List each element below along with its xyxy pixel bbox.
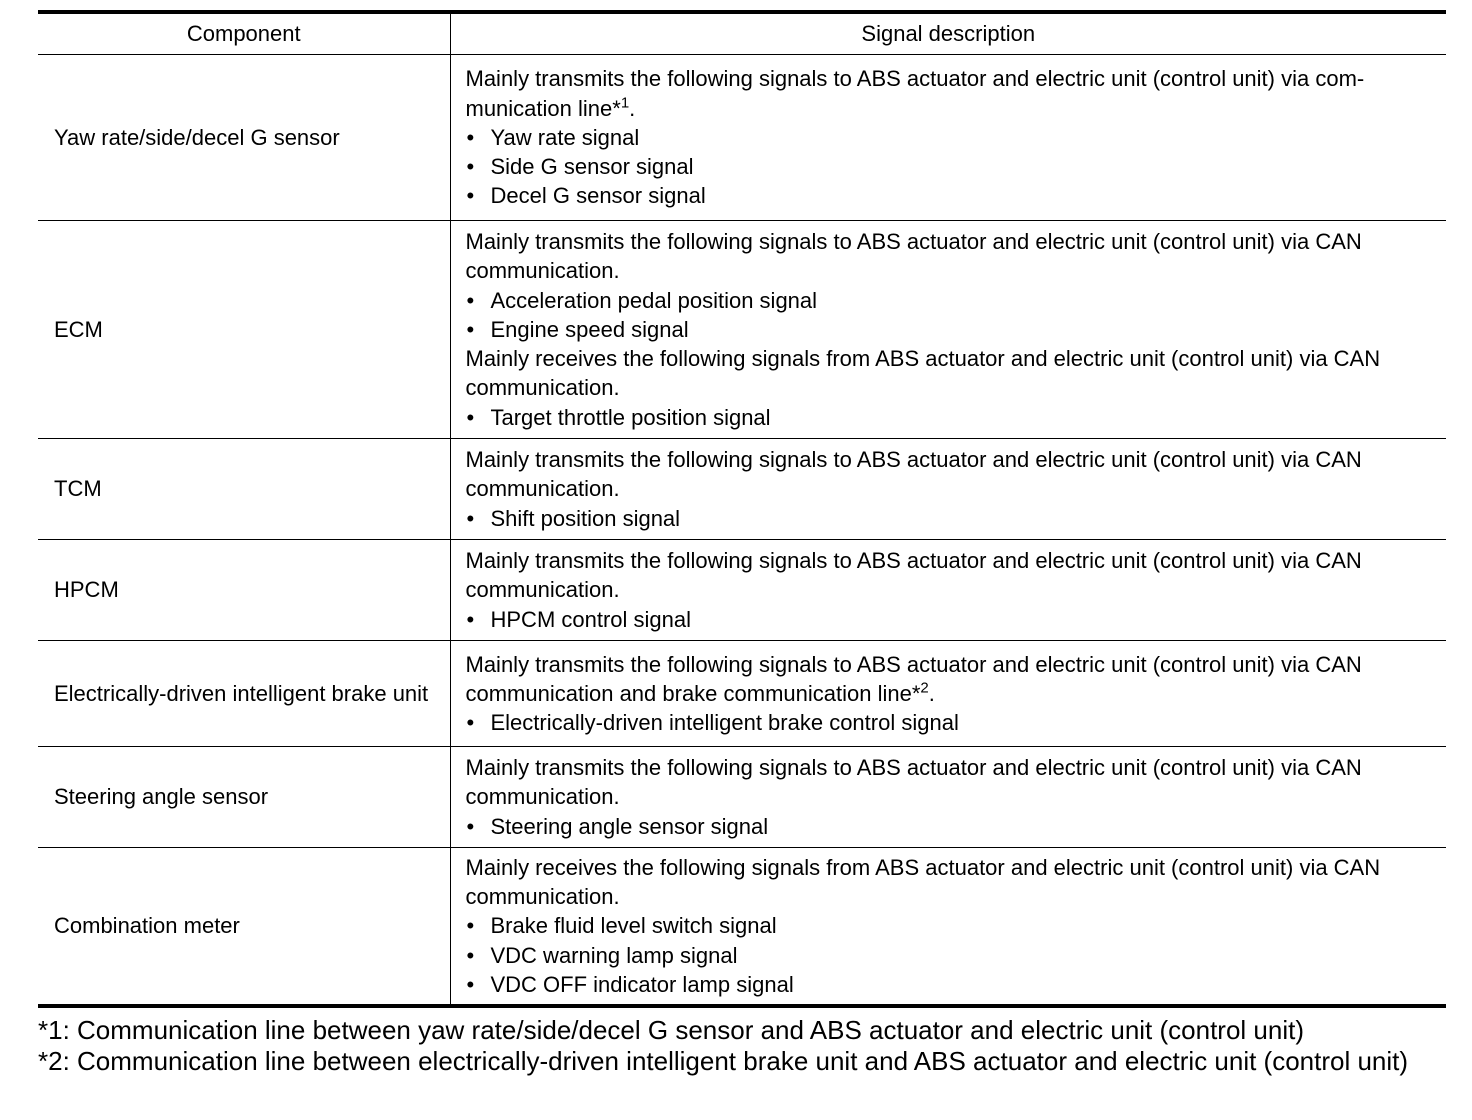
component-cell: Yaw rate/side/decel G sensor xyxy=(38,55,450,221)
description-sentence: Mainly transmits the following signals to ABS actuator and electric unit (control unit) via CAN communication. xyxy=(465,229,1362,284)
table-body xyxy=(38,55,1446,1007)
header-signal-description: Signal description xyxy=(450,12,1446,55)
component-cell: Steering angle sensor xyxy=(38,747,450,848)
signal-list xyxy=(466,403,1433,432)
signal-list-item: • Decel G sensor signal xyxy=(466,181,1433,210)
description-text xyxy=(466,445,1433,503)
footnote-marker: 2 xyxy=(920,679,929,697)
footnote-marker: 1 xyxy=(620,94,630,112)
component-cell: Electrically-driven intelligent brake unit xyxy=(38,641,450,747)
sentence-end: . xyxy=(629,95,636,121)
signal-description-cell xyxy=(450,747,1446,848)
signal-list-item: • Shift position signal xyxy=(466,504,1433,533)
description-sentence: Mainly receives the following signals from ABS actuator and electric unit (control unit) via CAN communication. xyxy=(465,346,1381,401)
document xyxy=(38,10,1446,1077)
signal-list-item: • Electrically-driven intelligent brake control signal xyxy=(466,708,1433,737)
signal-list-item: • VDC warning lamp signal xyxy=(466,941,1433,970)
description-sentence: Mainly transmits the following signals to ABS actuator and electric unit (control unit) via CAN communication. xyxy=(465,447,1362,502)
footnotes xyxy=(38,1015,1446,1077)
signal-list xyxy=(466,123,1433,211)
description-text xyxy=(466,227,1433,285)
description-text xyxy=(466,344,1433,402)
description-sentence: Mainly transmits the following signals to ABS actuator and electric unit (control unit) via com-munication line* xyxy=(465,66,1365,121)
header-component: Component xyxy=(38,12,450,55)
description-text xyxy=(466,64,1433,122)
table-header-row xyxy=(38,12,1446,55)
footnote: *1: Communication line between yaw rate/side/decel G sensor and ABS actuator and electric unit (control unit) xyxy=(38,1015,1305,1046)
signal-description-cell xyxy=(450,848,1446,1007)
table-row xyxy=(38,221,1446,439)
table-row xyxy=(38,439,1446,540)
component-cell: ECM xyxy=(38,221,450,439)
description-sentence: Mainly transmits the following signals to ABS actuator and electric unit (control unit) via CAN communication and brake communication line* xyxy=(465,651,1362,706)
signal-list xyxy=(466,504,1433,533)
table-row xyxy=(38,747,1446,848)
table-row xyxy=(38,540,1446,641)
component-cell: Combination meter xyxy=(38,848,450,1007)
signal-list xyxy=(466,812,1433,841)
signal-list-item: • Engine speed signal xyxy=(466,315,1433,344)
description-text xyxy=(466,650,1433,708)
description-sentence: Mainly transmits the following signals to ABS actuator and electric unit (control unit) via CAN communication. xyxy=(465,548,1362,603)
signal-list xyxy=(466,911,1433,999)
signal-list-item: • HPCM control signal xyxy=(466,605,1433,634)
signal-description-cell xyxy=(450,55,1446,221)
signal-list-item: • Brake fluid level switch signal xyxy=(466,911,1433,940)
table-row xyxy=(38,848,1446,1007)
description-text xyxy=(466,853,1433,911)
signal-table xyxy=(38,10,1446,1008)
signal-list xyxy=(466,605,1433,634)
sentence-end: . xyxy=(928,680,935,706)
signal-list-item: • Yaw rate signal xyxy=(466,123,1433,152)
component-cell: HPCM xyxy=(38,540,450,641)
signal-list-item: • Target throttle position signal xyxy=(466,403,1433,432)
table-row xyxy=(38,55,1446,221)
signal-description-cell xyxy=(450,641,1446,747)
table-row xyxy=(38,641,1446,747)
description-sentence: Mainly transmits the following signals to ABS actuator and electric unit (control unit) via CAN communication. xyxy=(465,755,1362,810)
signal-list-item: • VDC OFF indicator lamp signal xyxy=(466,970,1433,999)
description-sentence: Mainly receives the following signals from ABS actuator and electric unit (control unit) via CAN communication. xyxy=(465,855,1381,910)
description-text xyxy=(466,753,1433,811)
description-text xyxy=(466,546,1433,604)
footnote: *2: Communication line between electrically-driven intelligent brake unit and ABS actuator and electric unit (control unit) xyxy=(38,1046,1409,1077)
component-cell: TCM xyxy=(38,439,450,540)
signal-description-cell xyxy=(450,221,1446,439)
signal-description-cell xyxy=(450,439,1446,540)
signal-list xyxy=(466,286,1433,344)
signal-list xyxy=(466,708,1433,737)
signal-list-item: • Side G sensor signal xyxy=(466,152,1433,181)
signal-list-item: • Acceleration pedal position signal xyxy=(466,286,1433,315)
signal-list-item: • Steering angle sensor signal xyxy=(466,812,1433,841)
signal-description-cell xyxy=(450,540,1446,641)
